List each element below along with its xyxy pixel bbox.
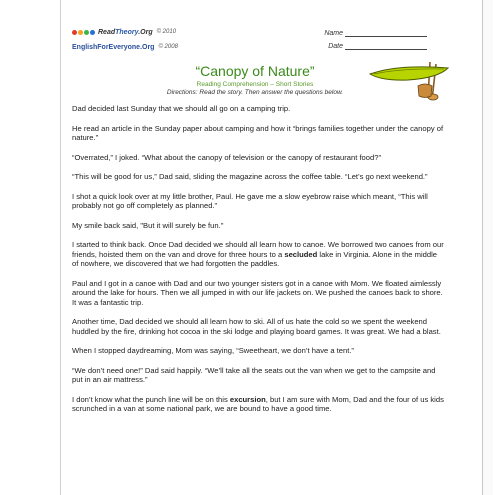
vocab-secluded: secluded [284, 249, 318, 259]
date-label: Date [328, 43, 343, 50]
name-date-fields [312, 26, 427, 50]
story-paragraph: Dad decided last Sunday that we should all go on a camping trip. [72, 104, 291, 113]
canoe-illustration-icon [368, 56, 450, 102]
story-paragraph: I shot a quick look over at my little brother, Paul. He gave me a slow eyebrow raise which meant, “This will probably not go off completely as planned.” [72, 191, 428, 211]
name-line[interactable] [345, 28, 427, 37]
date-field[interactable] [312, 39, 427, 50]
brand-readtheory-text: ReadTheory.Org [98, 28, 153, 36]
story-paragraph: My smile back said, "But it will surely be fun." [72, 220, 224, 230]
page-border-left [60, 0, 61, 495]
story-paragraph: When I stopped daydreaming, Mom was saying, “Sweetheart, we don’t have a tent.” [72, 346, 354, 356]
story-paragraph: “We don’t need one!” Dad said happily. “We’ll take all the seats out the van when we get to the campsite and put in an air mattress.” [72, 365, 436, 385]
story-subtitle: Reading Comprehension – Short Stories [196, 81, 314, 88]
story-paragraph: “This will be good for us,” Dad said, sliding the magazine across the coffee table. “Let’s go next weekend.” [72, 172, 428, 182]
story-title: “Canopy of Nature” [195, 63, 315, 79]
brand-englishforeveryone-copyright: © 2008 [158, 44, 178, 50]
story-paragraph: “Overrated,” I joked. “What about the canopy of television or the canopy of restaurant food?” [72, 152, 381, 162]
story-body [72, 104, 444, 424]
colored-dots-icon [72, 30, 95, 35]
story-paragraph: Paul and I got in a canoe with Dad and our two younger sisters got in a canoe with Mom. We floated aimlessly around the lake for hours. Then we all jumped in with our life jackets on. We pushed the canoes back to shore. It was a fantastic trip. [72, 278, 443, 307]
name-field[interactable] [312, 26, 427, 37]
story-paragraph: He read an article in the Sunday paper about camping and how it “brings families together under the canopy of nature.” [72, 123, 444, 142]
vocab-excursion: excursion [229, 394, 266, 404]
story-paragraph: I started to think back. Once Dad decided we should all learn how to canoe. We borrowed two canoes from our friends, hoisted them on the van and drove for three hours to a secluded lake in Virginia. Alone in the middle of nowhere, we discovered that we had forgotten the paddles. [72, 240, 444, 269]
name-label: Name [324, 30, 343, 37]
brand-englishforeveryone-text: EnglishForEveryone.Org [72, 43, 155, 51]
brand-readtheory-copyright: © 2010 [156, 29, 177, 35]
date-line[interactable] [345, 41, 427, 50]
story-paragraph: Another time, Dad decided we should all learn how to ski. All of us hate the cold so we spent the weekend huddled by the fire, drinking hot cocoa in the ski lodge and playing board games. It was great. We had a blast. [72, 317, 441, 336]
story-directions: Directions: Read the story. Then answer the questions below. [166, 89, 344, 96]
story-paragraph: I don’t know what the punch line will be on this excursion, but I am sure with Mom, Dad and the four of us kids scrunched in a van at some national park, we are bound to have a good time. [72, 394, 444, 414]
scrollbar-track[interactable] [482, 0, 493, 495]
